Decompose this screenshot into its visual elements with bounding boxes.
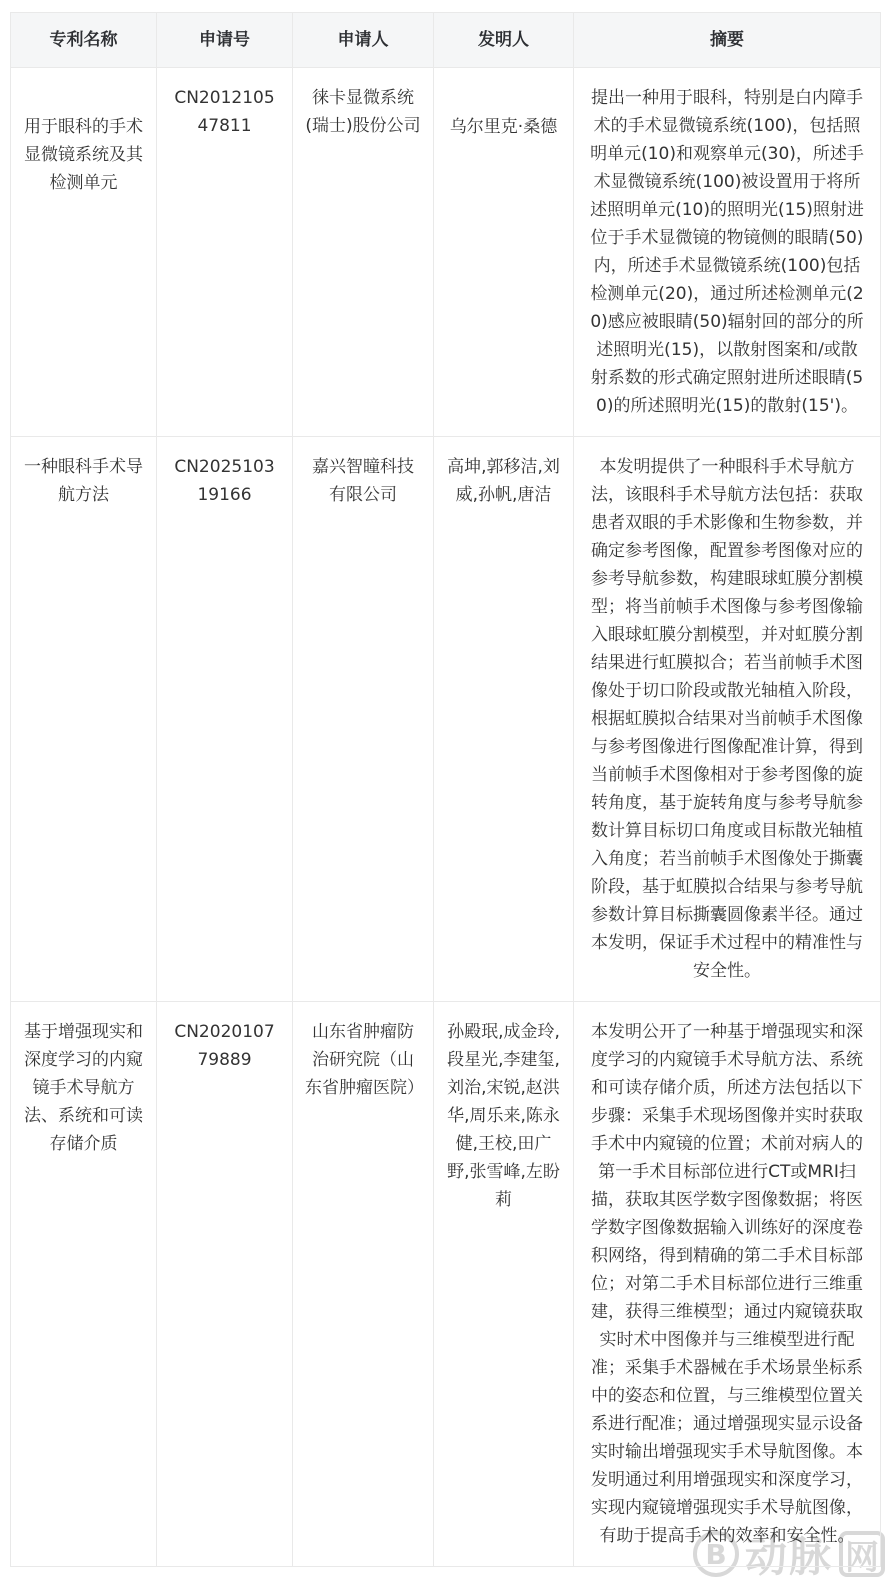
watermark-text: 动脉 bbox=[744, 1532, 833, 1581]
abstract-cell: 提出一种用于眼科，特别是白内障手术的手术显微镜系统(100)，包括照明单元(10)和观察单元(30)，所述手术显微镜系统(100)被设置用于将所述照明单元(10)的照明光(15)照射进位于手术显微镜的物镜侧的眼睛(50)内，所述手术显微镜系统(100)包括检测单元(20)，通过所述检测单元(20)感应被眼睛(50)辐射回的部分的所述照明光(15)，以散射图案和/或散射系数的形式确定照射进所述眼睛(50)的所述照明光(15)的散射(15')。 bbox=[574, 68, 881, 437]
patent-name-cell: 一种眼科手术导航方法 bbox=[11, 437, 157, 1002]
applicant-cell: 山东省肿瘤防治研究院（山东省肿瘤医院） bbox=[293, 1002, 434, 1567]
patent-table bbox=[10, 12, 881, 1567]
application-no-cell: CN202010779889 bbox=[157, 1002, 293, 1567]
inventors-cell: 孙殿珉,成金玲,段星光,李建玺,刘治,宋锐,赵洪华,周乐来,陈永健,王校,田广野,张雪峰,左盼莉 bbox=[434, 1002, 574, 1567]
applicant-cell: 嘉兴智瞳科技有限公司 bbox=[293, 437, 434, 1002]
abstract-cell: 本发明公开了一种基于增强现实和深度学习的内窥镜手术导航方法、系统和可读存储介质，所述方法包括以下步骤：采集手术现场图像并实时获取手术中内窥镜的位置；术前对病人的第一手术目标部位进行CT或MRI扫描，获取其医学数字图像数据；将医学数字图像数据输入训练好的深度卷积网络，得到精确的第二手术目标部位；对第二手术目标部位进行三维重建，获得三维模型；通过内窥镜获取实时术中图像并与三维模型进行配准；采集手术器械在手术场景坐标系中的姿态和位置，与三维模型位置关系进行配准；通过增强现实显示设备实时输出增强现实手术导航图像。本发明通过利用增强现实和深度学习，实现内窥镜增强现实手术导航图像，有助于提高手术的效率和安全性。 bbox=[574, 1002, 881, 1567]
col-header-inventor: 发明人 bbox=[434, 13, 574, 68]
inventors-cell: 乌尔里克·桑德 bbox=[434, 68, 574, 437]
application-no-cell: CN201210547811 bbox=[157, 68, 293, 437]
patent-row bbox=[11, 437, 881, 1002]
vcbeat-logo-icon: B bbox=[693, 1531, 739, 1577]
patent-row bbox=[11, 68, 881, 437]
patent-name-cell: 基于增强现实和深度学习的内窥镜手术导航方法、系统和可读存储介质 bbox=[11, 1002, 157, 1567]
applicant-cell: 徕卡显微系统(瑞士)股份公司 bbox=[293, 68, 434, 437]
abstract-cell: 本发明提供了一种眼科手术导航方法，该眼科手术导航方法包括：获取患者双眼的手术影像和生物参数，并确定参考图像，配置参考图像对应的参考导航参数，构建眼球虹膜分割模型；将当前帧手术图像与参考图像输入眼球虹膜分割模型，并对虹膜分割结果进行虹膜拟合；若当前帧手术图像处于切口阶段或散光轴植入阶段，根据虹膜拟合结果对当前帧手术图像与参考图像进行图像配准计算，得到当前帧手术图像相对于参考图像的旋转角度，基于旋转角度与参考导航参数计算目标切口角度或目标散光轴植入角度；若当前帧手术图像处于撕囊阶段，基于虹膜拟合结果与参考导航参数计算目标撕囊圆像素半径。通过本发明，保证手术过程中的精准性与安全性。 bbox=[574, 437, 881, 1002]
watermark-boxed-char: 网 bbox=[839, 1531, 885, 1577]
table-header-row bbox=[11, 13, 881, 68]
col-header-application-no: 申请号 bbox=[157, 13, 293, 68]
inventors-cell: 高坤,郭移洁,刘威,孙帆,唐洁 bbox=[434, 437, 574, 1002]
col-header-abstract: 摘要 bbox=[574, 13, 881, 68]
col-header-patent-name: 专利名称 bbox=[11, 13, 157, 68]
patent-name-cell: 用于眼科的手术显微镜系统及其检测单元 bbox=[11, 68, 157, 437]
col-header-applicant: 申请人 bbox=[293, 13, 434, 68]
patent-row bbox=[11, 1002, 881, 1567]
application-no-cell: CN202510319166 bbox=[157, 437, 293, 1002]
